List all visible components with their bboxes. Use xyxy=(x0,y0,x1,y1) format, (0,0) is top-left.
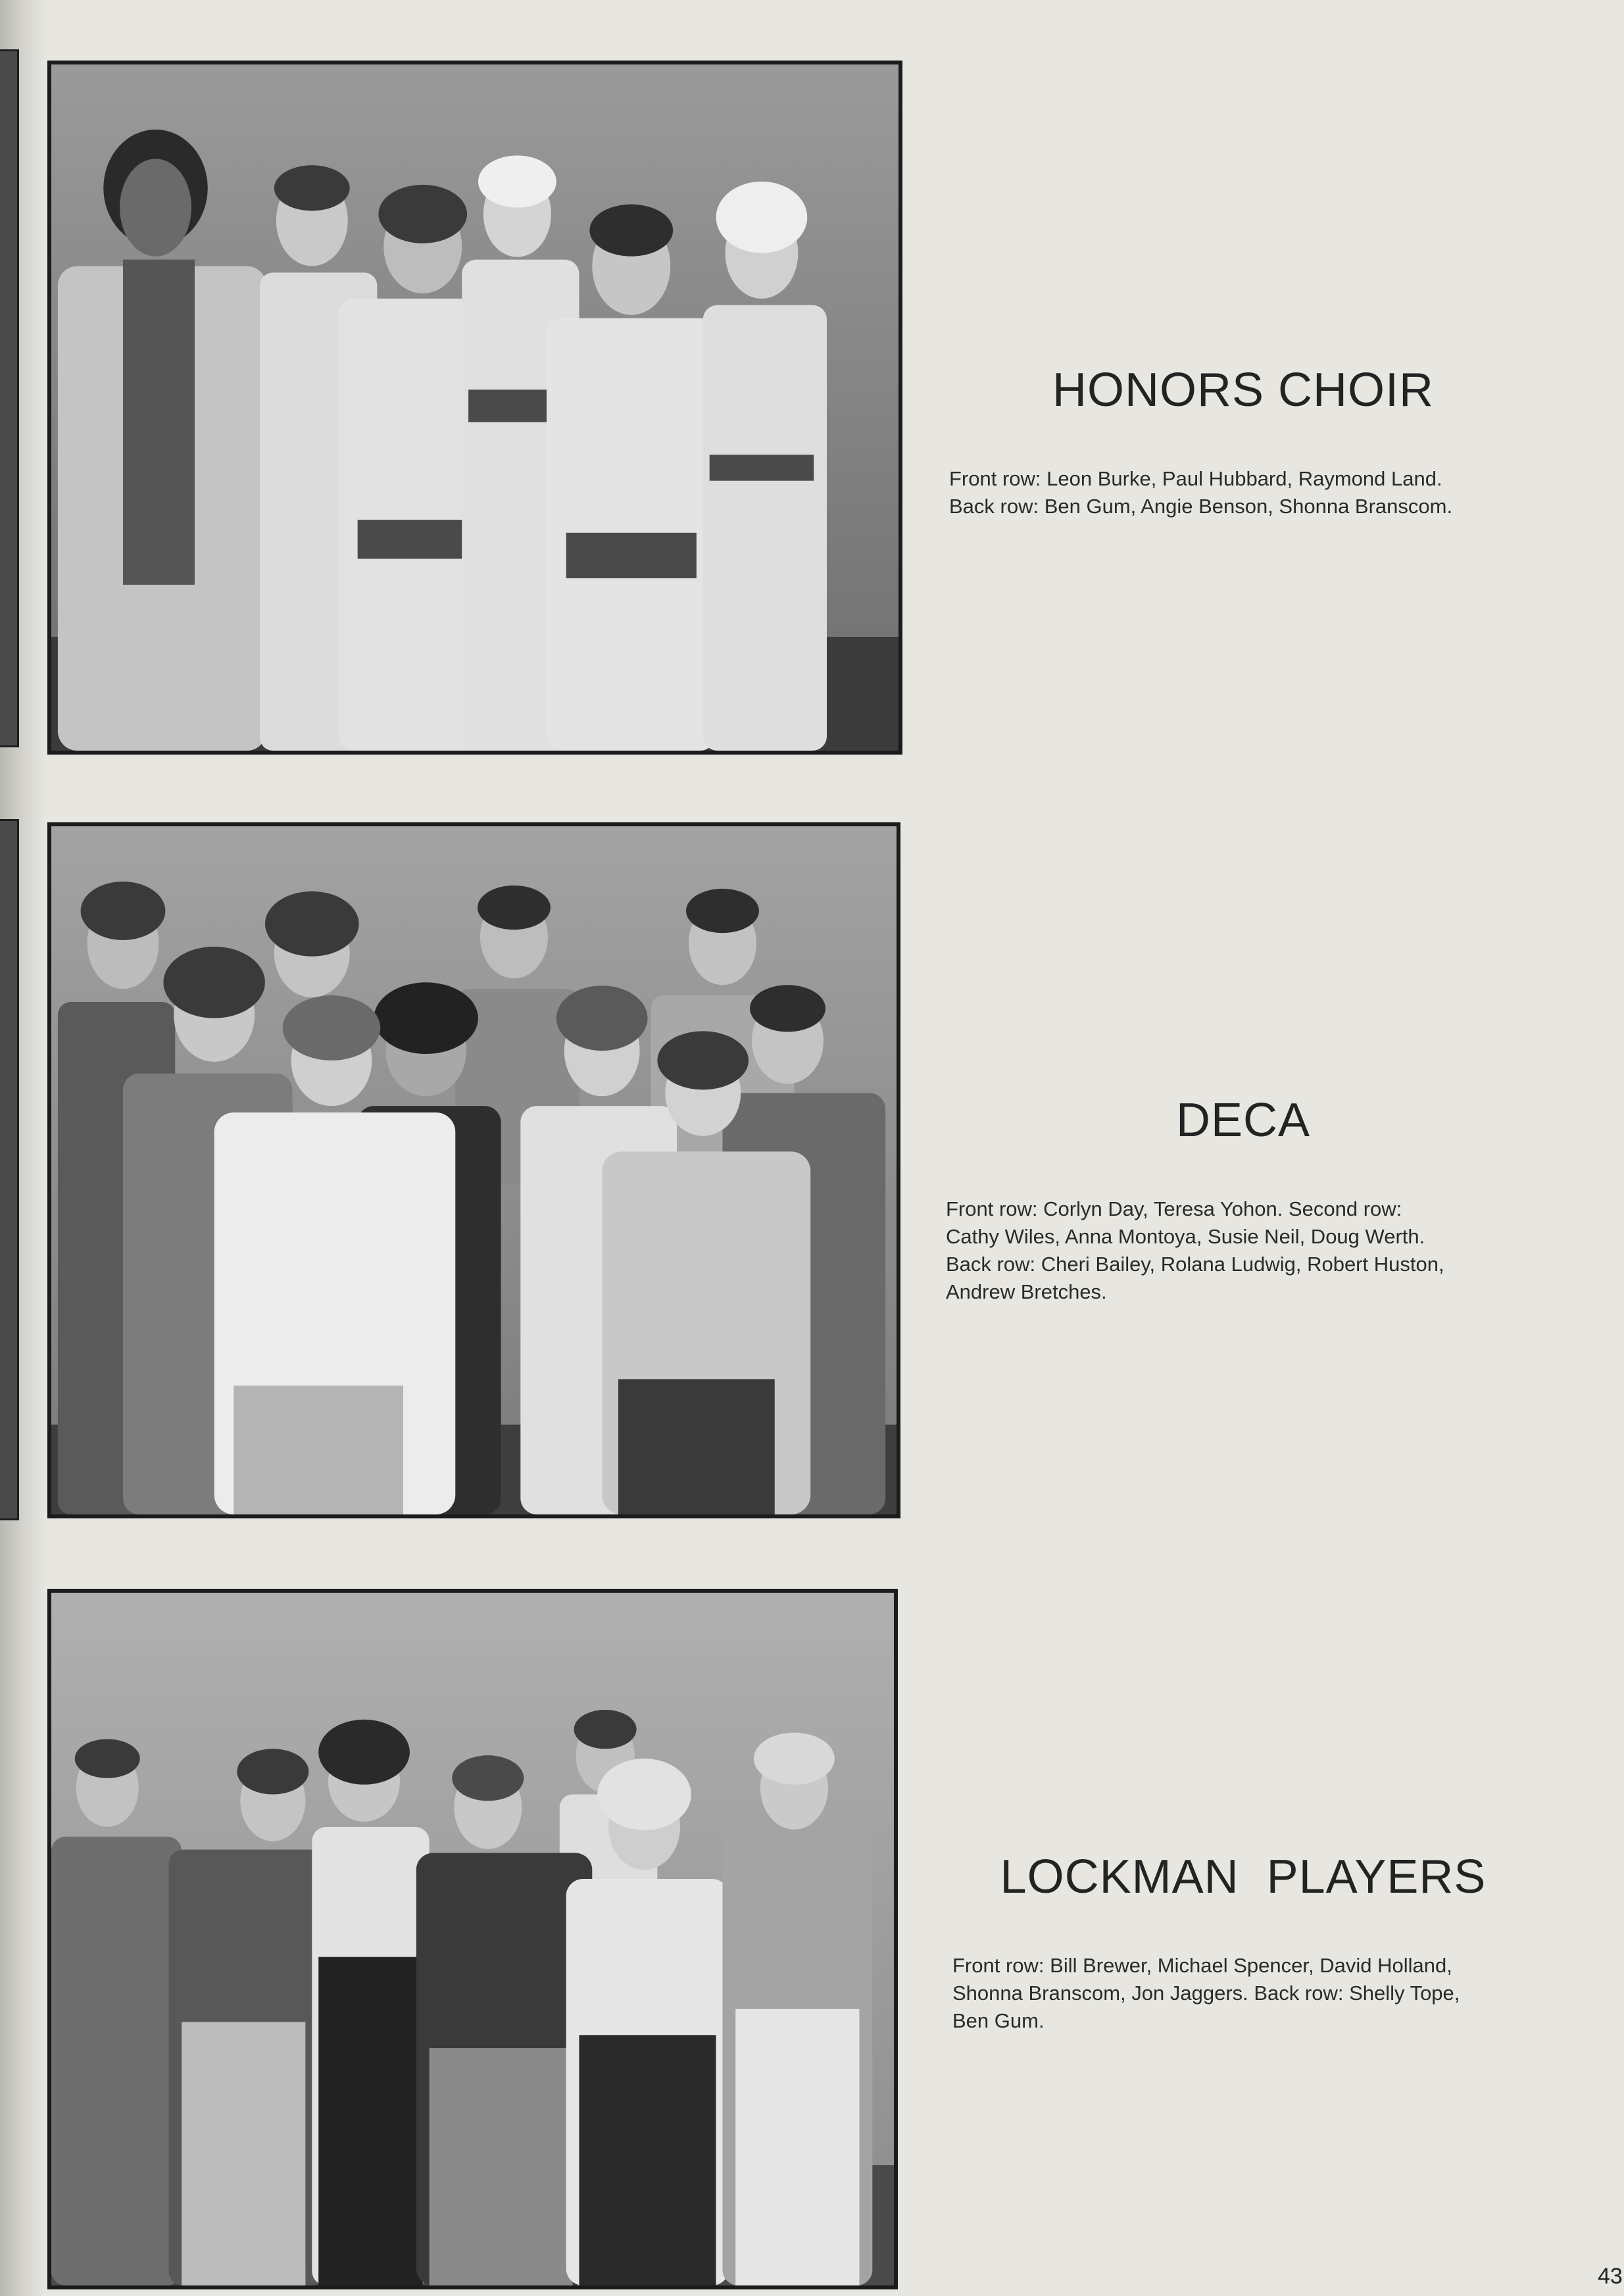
section-title-deca: DECA xyxy=(1175,1094,1311,1147)
caption-line: Shonna Branscom, Jon Jaggers. Back row: Shelly Tope, xyxy=(952,1982,1460,2005)
caption-line: Front row: Corlyn Day, Teresa Yohon. Second row: xyxy=(946,1197,1402,1220)
caption-line: Back row: Ben Gum, Angie Benson, Shonna Branscom. xyxy=(949,495,1453,518)
caption-honors-choir xyxy=(949,465,1535,520)
caption-deca xyxy=(946,1195,1531,1306)
caption-line: Ben Gum. xyxy=(952,2009,1045,2032)
caption-line: Front row: Bill Brewer, Michael Spencer, David Holland, xyxy=(952,1954,1452,1977)
facing-page-photo-edge xyxy=(0,819,19,1520)
caption-lockman-players xyxy=(952,1952,1535,2035)
lockman-players-photo xyxy=(47,1589,898,2289)
caption-line: Back row: Cheri Bailey, Rolana Ludwig, Robert Huston, xyxy=(946,1253,1444,1276)
caption-line: Front row: Leon Burke, Paul Hubbard, Raymond Land. xyxy=(949,467,1442,490)
section-title-honors-choir: HONORS CHOIR xyxy=(1052,364,1435,416)
section-title-text: LOCKMAN PLAYERS xyxy=(1000,1851,1487,1903)
facing-page-photo-edge xyxy=(0,49,19,747)
caption-line: Cathy Wiles, Anna Montoya, Susie Neil, Doug Werth. xyxy=(946,1225,1425,1248)
caption-line: Andrew Bretches. xyxy=(946,1280,1107,1303)
honors-choir-photo xyxy=(47,61,902,755)
deca-photo xyxy=(47,822,900,1518)
section-title-lockman-players xyxy=(947,1850,1539,1904)
page-number: 43 xyxy=(1598,2264,1623,2289)
